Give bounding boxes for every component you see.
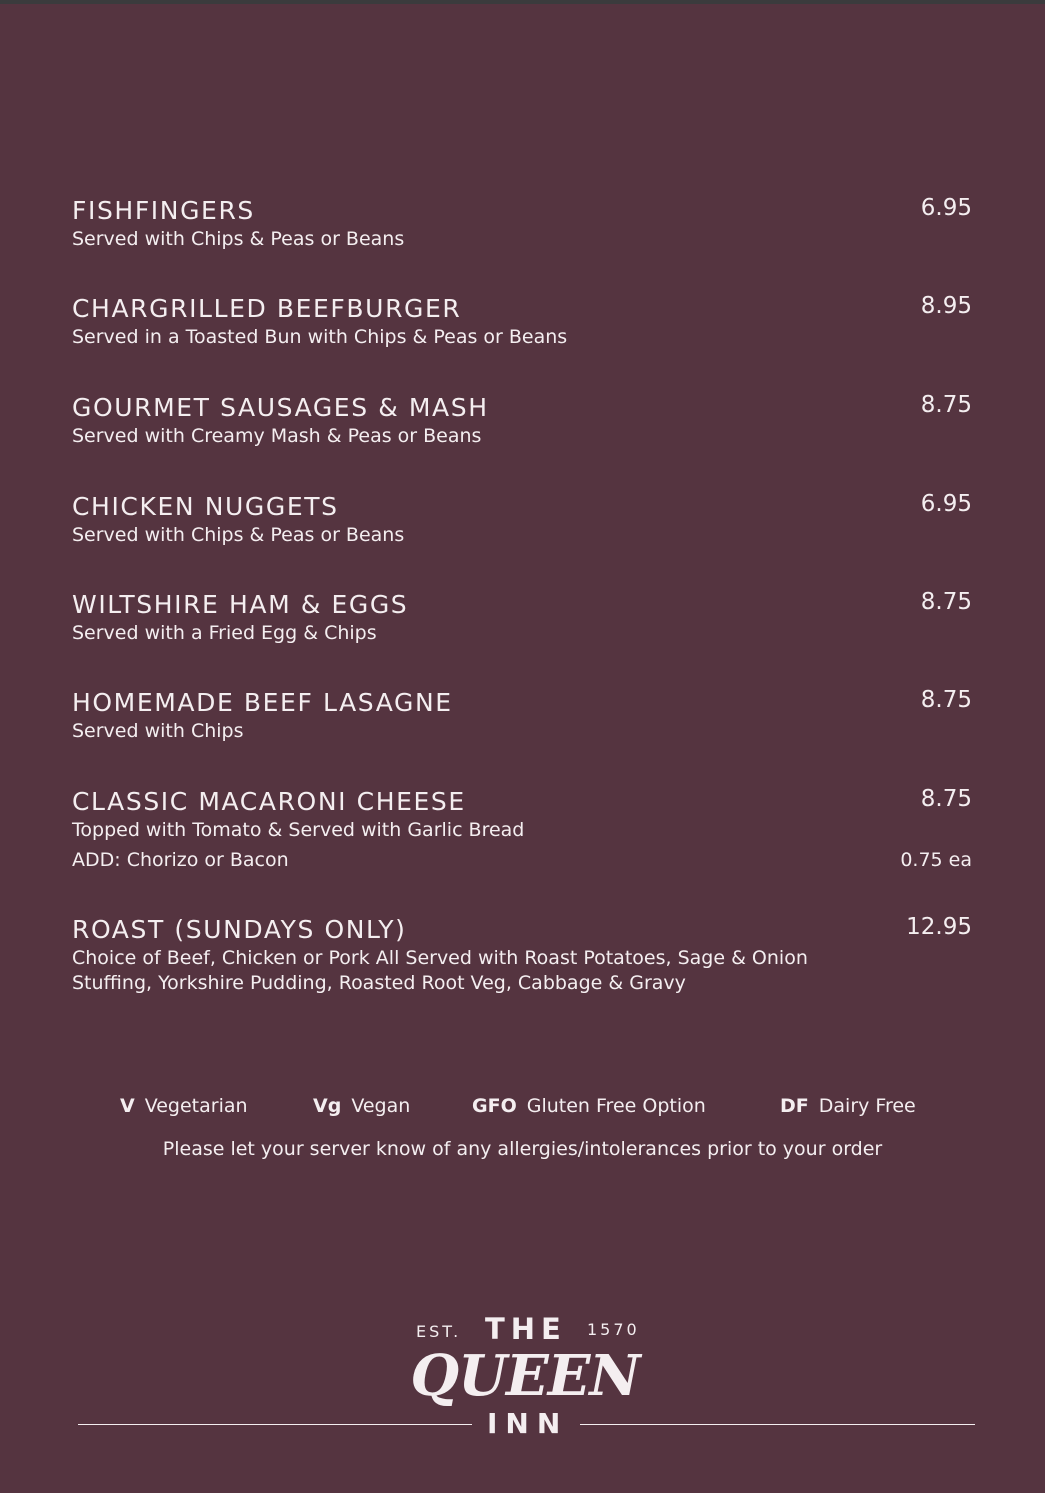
legend-code: Vg <box>313 1095 342 1117</box>
logo-queen-text: QUEEN <box>410 1343 640 1409</box>
item-description: Choice of Beef, Chicken or Pork All Served with Roast Potatoes, Sage & Onion Stuffing, Yorkshire Pudding, Roasted Root Veg, Cabbage & Gravy <box>72 947 808 994</box>
item-name: FISHFINGERS <box>72 196 255 225</box>
legend-code: GFO <box>472 1095 517 1117</box>
item-price: 8.75 <box>920 786 972 812</box>
item-description: Served with Creamy Mash & Peas or Beans <box>72 425 482 447</box>
queen-inn-logo <box>0 1310 1045 1450</box>
menu-item-macaroni-cheese <box>72 787 972 873</box>
legend-label: Gluten Free Option <box>526 1095 706 1117</box>
menu-item-fishfingers <box>72 196 972 252</box>
addon-price: 0.75 ea <box>900 849 972 871</box>
item-price: 6.95 <box>920 195 972 221</box>
menu-item-roast <box>72 915 972 996</box>
legend-label: Vegan <box>351 1095 411 1117</box>
item-description: Topped with Tomato & Served with Garlic Bread <box>72 819 525 841</box>
legend-vegan <box>313 1095 410 1117</box>
legend-code: V <box>120 1095 135 1117</box>
logo-rule-right <box>580 1424 975 1425</box>
logo-est-text: EST. <box>416 1322 462 1341</box>
addon-label: ADD: Chorizo or Bacon <box>72 849 289 871</box>
menu-item-chargrilled-beefburger <box>72 294 972 350</box>
legend-dairy-free <box>780 1095 916 1117</box>
menu-item-gourmet-sausages <box>72 393 972 449</box>
item-description: Served with a Fried Egg & Chips <box>72 622 377 644</box>
logo-rule-left <box>78 1424 472 1425</box>
item-name: ROAST (SUNDAYS ONLY) <box>72 915 407 944</box>
logo-inn-text: INN <box>487 1407 569 1440</box>
item-price: 8.75 <box>920 687 972 713</box>
dietary-legend <box>0 1095 1045 1125</box>
legend-label: Vegetarian <box>144 1095 248 1117</box>
logo-the-text: THE <box>485 1312 567 1346</box>
allergy-note: Please let your server know of any allergies/intolerances prior to your order <box>162 1138 883 1160</box>
menu-item-beef-lasagne <box>72 688 972 744</box>
item-name: HOMEMADE BEEF LASAGNE <box>72 688 453 717</box>
legend-gluten-free-option <box>472 1095 706 1117</box>
menu-item-wiltshire-ham <box>72 590 972 646</box>
item-name: GOURMET SAUSAGES & MASH <box>72 393 489 422</box>
logo-year-text: 1570 <box>587 1320 640 1339</box>
top-border <box>0 0 1045 4</box>
legend-vegetarian <box>120 1095 248 1117</box>
item-description: Served in a Toasted Bun with Chips & Peas or Beans <box>72 326 568 348</box>
legend-code: DF <box>780 1095 809 1117</box>
item-description: Served with Chips <box>72 720 244 742</box>
item-price: 12.95 <box>906 914 972 940</box>
item-name: CHARGRILLED BEEFBURGER <box>72 294 462 323</box>
item-price: 8.75 <box>920 392 972 418</box>
item-price: 8.75 <box>920 589 972 615</box>
item-price: 6.95 <box>920 491 972 517</box>
item-name: CHICKEN NUGGETS <box>72 492 339 521</box>
item-description: Served with Chips & Peas or Beans <box>72 228 405 250</box>
item-addon <box>72 848 972 873</box>
item-name: CLASSIC MACARONI CHEESE <box>72 787 466 816</box>
item-price: 8.95 <box>920 293 972 319</box>
item-description: Served with Chips & Peas or Beans <box>72 524 405 546</box>
item-name: WILTSHIRE HAM & EGGS <box>72 590 409 619</box>
legend-label: Dairy Free <box>818 1095 916 1117</box>
menu-item-chicken-nuggets <box>72 492 972 548</box>
